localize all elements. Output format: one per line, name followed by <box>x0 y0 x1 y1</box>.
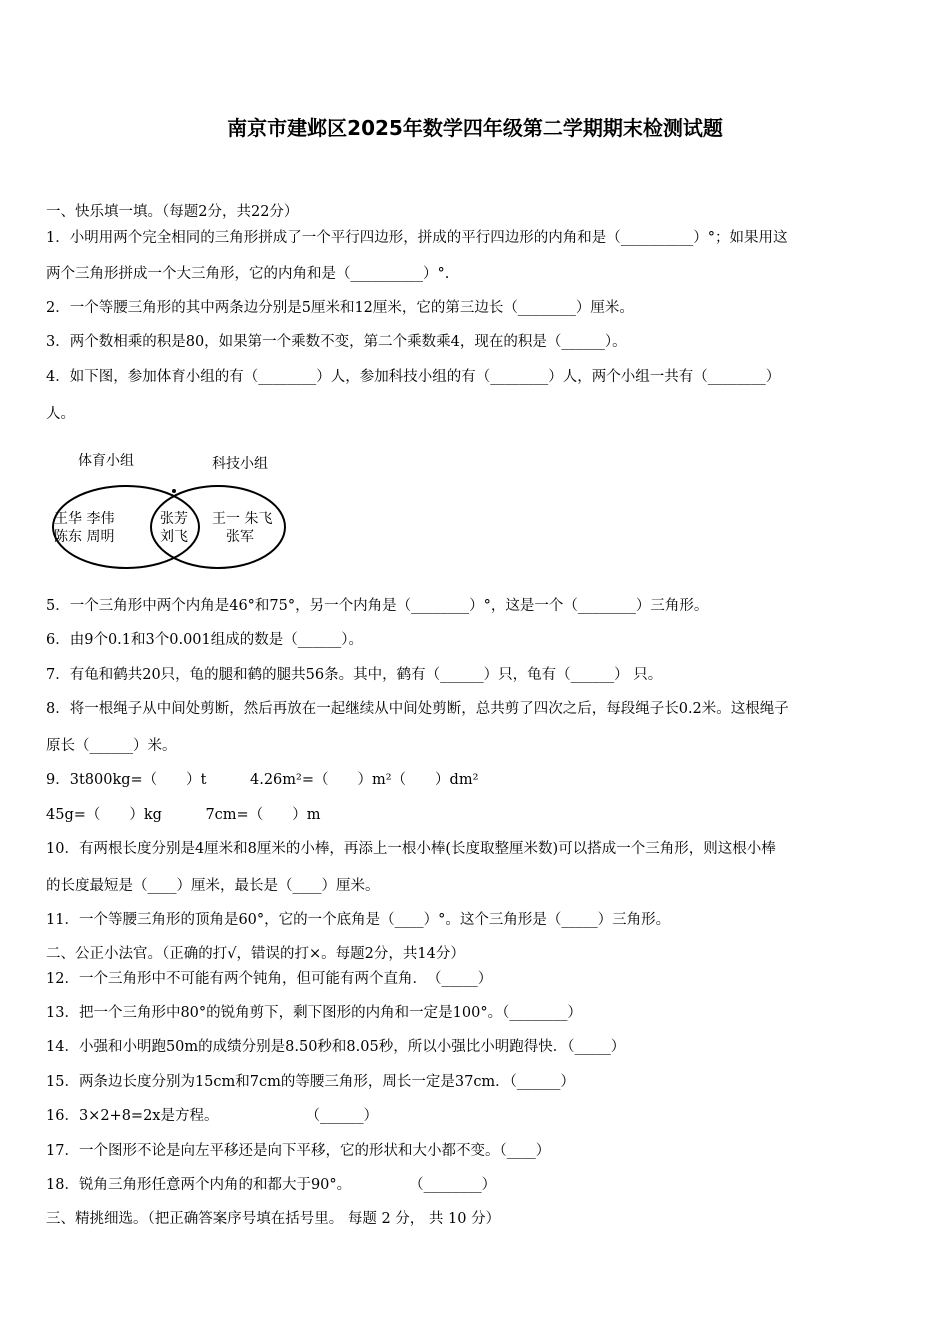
venn-right-only-1: 王一 朱飞 <box>212 511 273 527</box>
question-10-line-1: 10．有两根长度分别是4厘米和8厘米的小棒，再添上一根小棒(长度取整厘米数)可以搭成一个三角形，则这根小棒 <box>46 841 776 857</box>
venn-left-circle <box>53 486 199 568</box>
question-10-line-2: 的长度最短是（____）厘米，最长是（____）厘米。 <box>46 878 380 894</box>
venn-right-circle <box>151 486 285 568</box>
question-5: 5．一个三角形中两个内角是46°和75°，另一个内角是（________）°，这是一个（________）三角形。 <box>46 598 709 614</box>
question-4-line-1: 4．如下图，参加体育小组的有（________）人，参加科技小组的有（________）人，两个小组一共有（________） <box>46 369 781 385</box>
venn-left-only-2: 陈东 周明 <box>54 529 115 545</box>
question-18: 18．锐角三角形任意两个内角的和都大于90°。 （________） <box>46 1177 497 1193</box>
venn-both-1: 张芳 <box>160 511 188 527</box>
question-12: 12．一个三角形中不可能有两个钝角，但可能有两个直角． （_____） <box>46 971 493 987</box>
venn-right-label: 科技小组 <box>212 456 268 472</box>
question-9-line-2: 45g=（ ）kg 7cm=（ ）m <box>46 807 321 823</box>
question-9-line-1: 9．3t800kg=（ ）t 4.26m²=（ ）m²（ ）dm² <box>46 772 479 788</box>
question-3: 3．两个数相乘的积是80，如果第一个乘数不变，第二个乘数乘4，现在的积是（______）。 <box>46 334 627 350</box>
venn-diagram <box>46 445 296 575</box>
venn-left-only-1: 王华 李伟 <box>54 511 115 527</box>
venn-left-label: 体育小组 <box>78 453 134 469</box>
question-7: 7．有龟和鹤共20只，龟的腿和鹤的腿共56条。其中，鹤有（______）只，龟有（______） 只。 <box>46 667 663 683</box>
section-heading-1: 一、快乐填一填。（每题2分，共22分） <box>46 204 299 220</box>
section-heading-3: 三、精挑细选。（把正确答案序号填在括号里。 每题 2 分， 共 10 分） <box>46 1211 501 1227</box>
question-15: 15．两条边长度分别为15cm和7cm的等腰三角形，周长一定是37cm．（______） <box>46 1074 575 1090</box>
question-8-line-1: 8．将一根绳子从中间处剪断，然后再放在一起继续从中间处剪断，总共剪了四次之后，每段绳子长0.2米。这根绳子 <box>46 701 789 717</box>
question-6: 6．由9个0.1和3个0.001组成的数是（______）。 <box>46 632 363 648</box>
question-14: 14．小强和小明跑50m的成绩分别是8.50秒和8.05秒，所以小强比小明跑得快．（_____） <box>46 1039 626 1055</box>
venn-right-only-2: 张军 <box>226 529 254 545</box>
question-4-line-2: 人。 <box>46 406 75 422</box>
section-heading-2: 二、公正小法官。（正确的打√，错误的打×。每题2分，共14分） <box>46 946 465 962</box>
venn-intersection-dot <box>172 489 176 493</box>
question-1-line-2: 两个三角形拼成一个大三角形，它的内角和是（__________）°. <box>46 266 450 282</box>
question-16: 16．3×2+8=2x是方程。 （______） <box>46 1108 378 1124</box>
question-2: 2．一个等腰三角形的其中两条边分别是5厘米和12厘米，它的第三边长（________）厘米。 <box>46 300 634 316</box>
question-8-line-2: 原长（______）米。 <box>46 738 177 754</box>
question-17: 17．一个图形不论是向左平移还是向下平移，它的形状和大小都不变。（____） <box>46 1143 551 1159</box>
question-1-line-1: 1．小明用两个完全相同的三角形拼成了一个平行四边形，拼成的平行四边形的内角和是（__________）°；如果用这 <box>46 230 788 246</box>
question-11: 11．一个等腰三角形的顶角是60°，它的一个底角是（____）°。这个三角形是（_____）三角形。 <box>46 912 671 928</box>
question-13: 13．把一个三角形中80°的锐角剪下，剩下图形的内角和一定是100°。（________） <box>46 1005 582 1021</box>
page-title: 南京市建邺区2025年数学四年级第二学期期末检测试题 <box>227 116 723 140</box>
venn-both-2: 刘飞 <box>160 529 188 545</box>
